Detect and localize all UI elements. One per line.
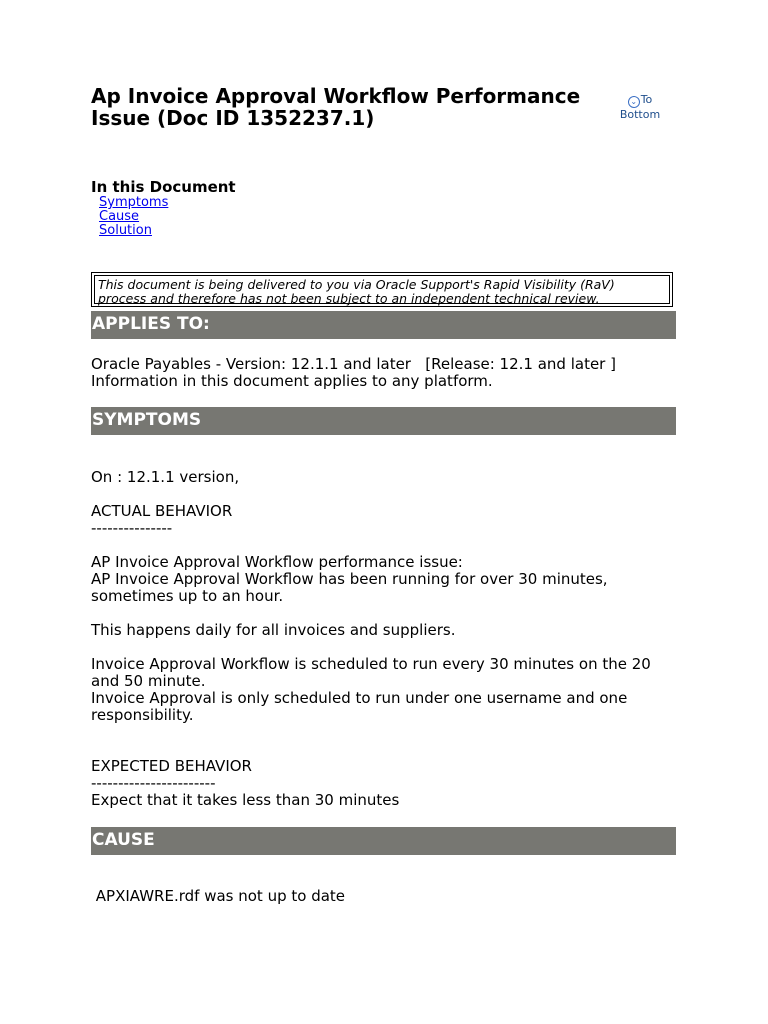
toc-item: [99, 224, 168, 238]
chevron-down-icon: ⌄: [628, 96, 640, 108]
symptoms-version: On : 12.1.1 version,: [91, 468, 240, 486]
to-bottom-label: To Bottom: [619, 93, 661, 121]
applies-to-version: Oracle Payables - Version: 12.1.1 and later [Release: 12.1 and later ]: [91, 355, 616, 373]
page-title: Ap Invoice Approval Workflow Performance Issue (Doc ID 1352237.1): [91, 84, 581, 130]
symptom-line: This happens daily for all invoices and suppliers.: [91, 621, 456, 639]
expected-behavior-rule: -----------------------: [91, 774, 216, 792]
symptom-line: AP Invoice Approval Workflow has been running for over 30 minutes, sometimes up to an hour.: [91, 570, 608, 605]
toc-item: [99, 210, 168, 224]
toc-link-cause[interactable]: Cause: [99, 209, 140, 224]
cause-text: APXIAWRE.rdf was not up to date: [91, 887, 346, 905]
applies-to-heading: APPLIES TO:: [91, 311, 676, 339]
symptoms-heading: SYMPTOMS: [91, 407, 676, 435]
symptom-line: Invoice Approval is only scheduled to run under one username and one responsibility.: [91, 689, 628, 724]
actual-behavior-rule: ---------------: [91, 519, 173, 537]
toc-list: [99, 196, 168, 238]
actual-behavior-heading: ACTUAL BEHAVIOR: [91, 502, 233, 520]
toc-link-symptoms[interactable]: Symptoms: [99, 195, 169, 210]
toc-item: [99, 196, 168, 210]
applies-to-platform: Information in this document applies to any platform.: [91, 372, 493, 390]
rav-notice-box: [91, 272, 673, 307]
expected-behavior-heading: EXPECTED BEHAVIOR: [91, 757, 252, 775]
cause-heading: CAUSE: [91, 827, 676, 855]
rav-notice-text: This document is being delivered to you via Oracle Support's Rapid Visibility (RaV) process and therefore has not been subject to an independent technical review.: [94, 275, 670, 304]
expected-behavior-text: Expect that it takes less than 30 minutes: [91, 791, 400, 809]
toc-link-solution[interactable]: Solution: [99, 223, 152, 238]
to-bottom-link[interactable]: [612, 93, 668, 122]
toc-heading: In this Document: [91, 178, 236, 196]
symptom-line: AP Invoice Approval Workflow performance issue:: [91, 553, 463, 571]
symptom-line: Invoice Approval Workflow is scheduled to run every 30 minutes on the 20 and 50 minute.: [91, 655, 651, 690]
